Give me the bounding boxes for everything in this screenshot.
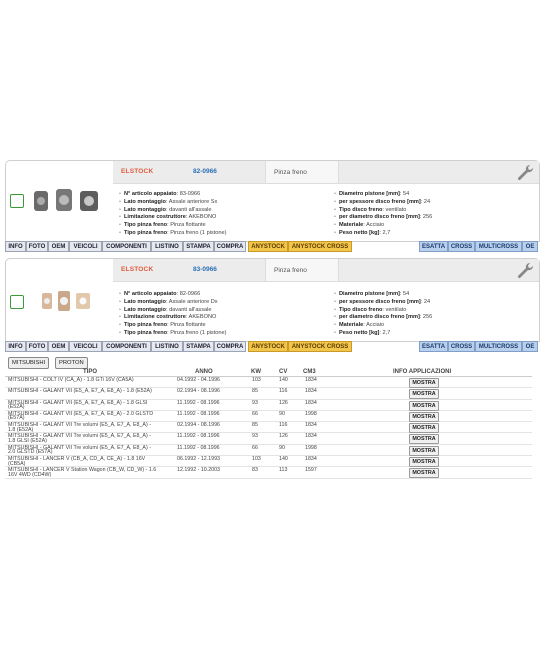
spec-label: Lato montaggio	[124, 206, 166, 213]
spec-value: Pinza freno (1 pistone)	[170, 229, 227, 236]
cell-cm3: 1834	[305, 377, 317, 383]
cell-cv: 116	[279, 422, 288, 429]
description-label: Pinza freno	[274, 169, 307, 176]
spec-label: Limitazione costruttore	[124, 314, 186, 321]
spec-value: davanti all'assale	[169, 306, 212, 313]
cell-cm3: 1998	[305, 410, 317, 417]
tab-foto[interactable]: FOTO	[26, 241, 48, 252]
spec-value: davanti all'assale	[169, 206, 212, 213]
spec-row: • Diametro pistone [mm]: 54	[334, 291, 410, 297]
spec-label: Lato montaggio	[124, 198, 166, 205]
spec-value: 256	[422, 314, 433, 321]
table-row	[5, 433, 532, 444]
cell-kw: 103	[252, 456, 261, 463]
spec-label: Tipo disco freno	[339, 306, 383, 313]
tab-multicross[interactable]: MULTICROSS	[475, 241, 522, 252]
spec-label: Tipo pinza freno	[124, 329, 168, 336]
description-box	[265, 161, 339, 183]
spec-row: • per diametro disco freno [mm]: 256	[334, 314, 433, 321]
tab-componenti[interactable]: COMPONENTI	[102, 241, 151, 252]
tab-stampa[interactable]: STAMPA	[183, 241, 214, 252]
spec-value: 54	[403, 191, 410, 197]
spec-label: N° articolo appaiato	[124, 291, 177, 297]
cell-tipo: MITSUBISHI - GALANT VII (E5_A, E7_A, E8_A) - 1.8 (E52A)	[8, 388, 152, 395]
cell-kw: 83	[252, 467, 258, 474]
tab-anystock-cross[interactable]: ANYSTOCK CROSS	[288, 241, 352, 252]
spec-row: • Tipo pinza freno: Pinza flottante	[119, 322, 206, 329]
col-cv: CV	[279, 369, 288, 375]
tab-foto[interactable]: FOTO	[26, 341, 48, 352]
spec-value: 24	[423, 298, 431, 305]
article-code[interactable]: 83-0966	[193, 266, 217, 273]
cell-tipo: MITSUBISHI - GALANT VII Tre volumi (E5_A, E7_A, E8_A) - 1.8 (E52A)	[8, 422, 151, 433]
cell-anno: 12.1992 - 10.2003	[177, 467, 221, 474]
col-tipo: TIPO	[83, 369, 98, 375]
cell-kw: 66	[252, 444, 258, 451]
cell-cv: 90	[279, 444, 285, 451]
spec-row: • Materiale: Acciaio	[334, 322, 385, 329]
specs-right	[334, 191, 432, 238]
tab-listino[interactable]: LISTINO	[151, 341, 183, 352]
spec-label: Diametro pistone [mm]	[339, 291, 400, 297]
cell-cm3: 1597	[305, 467, 317, 474]
description-box	[265, 259, 339, 281]
cell-cm3: 1834	[305, 422, 317, 429]
spec-value: 82-0966	[179, 291, 201, 297]
product-card-2	[5, 258, 540, 342]
spec-label: Lato montaggio	[124, 306, 166, 313]
table-row	[5, 400, 532, 411]
card-header	[113, 161, 539, 184]
spec-label: per spessore disco freno [mm]	[339, 298, 421, 305]
cell-kw: 66	[252, 410, 258, 417]
tab-veicoli[interactable]: VEICOLI	[69, 341, 102, 352]
spec-row: • per spessore disco freno [mm]: 24	[334, 198, 431, 205]
cell-anno: 02.1994 - 08.1996	[177, 422, 221, 429]
cell-cm3: 1834	[305, 399, 317, 406]
spec-row: • Diametro pistone [mm]: 54	[334, 191, 410, 197]
tab-compra[interactable]: COMPRA	[214, 341, 246, 352]
col-kw: KW	[251, 369, 261, 375]
spec-value: 54	[403, 291, 410, 297]
tab-listino[interactable]: LISTINO	[151, 241, 183, 252]
tab-stampa[interactable]: STAMPA	[183, 341, 214, 352]
spec-value: Acciaio	[366, 222, 385, 229]
cell-kw: 85	[252, 422, 258, 429]
cell-cv: 126	[279, 399, 288, 406]
table-row	[5, 445, 532, 456]
tab-cross[interactable]: CROSS	[448, 341, 475, 352]
spec-row: • Peso netto [kg]: 2,7	[334, 329, 391, 336]
cell-anno: 06.1992 - 12.1993	[177, 456, 221, 463]
cell-tipo: MITSUBISHI - LANCER V (CB_A, CD_A, CE_A) - 1.8 16V (CB5A)	[8, 456, 146, 467]
tab-multicross[interactable]: MULTICROSS	[475, 341, 522, 352]
cell-anno: 04.1992 - 04.1996	[177, 377, 221, 383]
manufacturer-button-proton[interactable]: PROTON	[55, 357, 88, 369]
tab-bar-2	[5, 341, 538, 352]
tab-esatta[interactable]: ESATTA	[419, 341, 448, 352]
col-anno: ANNO	[195, 369, 213, 375]
cell-tipo: MITSUBISHI - LANCER V Station Wagon (CB_W, CD_W) - 1.6 16V 4WD (CD4W)	[8, 467, 157, 478]
spec-row: • Tipo pinza freno: Pinza freno (1 pistone)	[119, 329, 227, 336]
spec-value: ventilato	[385, 306, 407, 313]
spec-row: • Tipo disco freno: ventilato	[334, 306, 407, 313]
cell-cm3: 1834	[305, 456, 317, 463]
cell-cm3: 1998	[305, 444, 317, 451]
spec-value: AKEBONO	[188, 214, 217, 221]
spec-label: per diametro disco freno [mm]	[339, 314, 420, 321]
spec-row: • Materiale: Acciaio	[334, 222, 385, 229]
spec-value: 2,7	[382, 329, 391, 336]
wrench-icon[interactable]	[515, 261, 535, 281]
spec-row: • Peso netto [kg]: 2,7	[334, 229, 391, 236]
manufacturer-button-mitsubishi[interactable]: MITSUBISHI	[8, 357, 49, 369]
table-row	[5, 467, 532, 478]
spec-row: • per spessore disco freno [mm]: 24	[334, 298, 431, 305]
cell-cv: 116	[279, 388, 288, 395]
cell-anno: 02.1994 - 08.1996	[177, 388, 221, 395]
spec-value: Pinza freno (1 pistone)	[170, 329, 227, 336]
spec-value: Assale anteriore Sx	[168, 198, 218, 205]
spec-value: Pinza flottante	[170, 222, 206, 229]
spec-label: per diametro disco freno [mm]	[339, 214, 420, 221]
spec-row: • per diametro disco freno [mm]: 256	[334, 214, 433, 221]
cell-anno: 11.1992 - 08.1996	[177, 433, 220, 440]
select-checkbox[interactable]	[10, 295, 24, 309]
manufacturer-filter	[5, 354, 538, 368]
spec-row: • Lato montaggio: davanti all'assale	[119, 306, 212, 313]
cell-cv: 140	[279, 456, 288, 463]
spec-row: • Tipo disco freno: ventilato	[334, 206, 407, 213]
cell-tipo: MITSUBISHI - GALANT VII (E5_A, E7_A, E8_A) - 1.8 GLSI (E52A)	[8, 399, 148, 411]
tab-oe[interactable]: OE	[522, 241, 538, 252]
spec-row: • Lato montaggio: Assale anteriore Sx	[119, 198, 218, 205]
spec-label: Materiale	[339, 222, 364, 229]
mostra-button[interactable]: MOSTRA	[409, 389, 439, 399]
spec-row: • Lato montaggio: Assale anteriore Dx	[119, 298, 218, 305]
tab-oem[interactable]: OEM	[48, 341, 69, 352]
spec-label: per spessore disco freno [mm]	[339, 198, 421, 205]
article-code[interactable]: 82-0966	[193, 168, 217, 175]
spec-value: Pinza flottante	[170, 322, 206, 329]
cell-anno: 11.1992 - 08.1996	[177, 444, 220, 451]
cell-tipo: MITSUBISHI - GALANT VII Tre volumi (E5_A, E7_A, E8_A) - 2.0 GLSTD (E57A)	[8, 444, 151, 456]
spec-row: • Limitazione costruttore: AKEBONO	[119, 214, 217, 221]
mostra-button[interactable]: MOSTRA	[409, 423, 439, 433]
spec-label: Diametro pistone [mm]	[339, 191, 400, 197]
spec-row: • Tipo pinza freno: Pinza flottante	[119, 222, 206, 229]
spec-value: ventilato	[385, 206, 407, 213]
cell-kw: 93	[252, 433, 258, 440]
brand-label: ELSTOCK	[121, 266, 154, 273]
spec-value: AKEBONO	[188, 314, 217, 321]
specs-left	[119, 291, 226, 338]
col-cm3: CM3	[303, 369, 316, 375]
spec-row: • N° articolo appaiato: 83-0966	[119, 191, 201, 197]
tab-veicoli[interactable]: VEICOLI	[69, 241, 102, 252]
spec-label: Tipo disco freno	[339, 206, 383, 213]
cell-tipo: MITSUBISHI - COLT IV (CA_A) - 1.8 GTi 16V (CA5A)	[8, 377, 134, 383]
table-header	[5, 368, 532, 377]
tab-compra[interactable]: COMPRA	[214, 241, 246, 252]
spec-value: Assale anteriore Dx	[168, 298, 218, 305]
mostra-button[interactable]: MOSTRA	[409, 468, 439, 478]
mostra-button[interactable]: MOSTRA	[409, 412, 439, 422]
spec-label: Peso netto [kg]	[339, 329, 380, 336]
table-row	[5, 456, 532, 467]
tab-info[interactable]: INFO	[5, 241, 26, 252]
tab-oe[interactable]: OE	[522, 341, 538, 352]
tab-anystock-cross[interactable]: ANYSTOCK CROSS	[288, 341, 352, 352]
spec-value: Acciaio	[366, 322, 385, 329]
spec-label: Materiale	[339, 322, 364, 329]
mostra-button[interactable]: MOSTRA	[409, 401, 439, 411]
mostra-button[interactable]: MOSTRA	[409, 457, 439, 467]
tab-anystock[interactable]: ANYSTOCK	[248, 341, 288, 352]
specs-right	[334, 291, 432, 338]
cell-kw: 93	[252, 399, 258, 406]
cell-cv: 90	[279, 410, 285, 417]
tab-esatta[interactable]: ESATTA	[419, 241, 448, 252]
cell-cv: 140	[279, 377, 288, 383]
spec-value: 256	[422, 214, 433, 221]
col-info-applicazioni: INFO APPLICAZIONI	[393, 369, 452, 375]
brake-caliper-image	[28, 185, 108, 217]
product-card-1	[5, 160, 540, 242]
spec-row: • N° articolo appaiato: 82-0966	[119, 291, 201, 297]
cell-cm3: 1834	[305, 388, 317, 395]
spec-label: Tipo pinza freno	[124, 222, 168, 229]
brake-caliper-image	[28, 285, 108, 317]
tab-bar-1	[5, 241, 538, 252]
spec-row: • Tipo pinza freno: Pinza freno (1 pistone)	[119, 229, 227, 236]
spec-row: • Lato montaggio: davanti all'assale	[119, 206, 212, 213]
cell-cv: 126	[279, 433, 288, 440]
cell-cm3: 1834	[305, 433, 317, 440]
cell-tipo: MITSUBISHI - GALANT VII Tre volumi (E5_A, E7_A, E8_A) - 1.8 GLSI (E52A)	[8, 433, 151, 445]
table-row	[5, 377, 532, 388]
tab-anystock[interactable]: ANYSTOCK	[248, 241, 288, 252]
cell-tipo: MITSUBISHI - GALANT VII (E5_A, E7_A, E8_A) - 2.0 GLSTD (E57A)	[8, 410, 154, 422]
description-label: Pinza freno	[274, 267, 307, 274]
tab-info[interactable]: INFO	[5, 341, 26, 352]
mostra-button[interactable]: MOSTRA	[409, 434, 439, 444]
table-row	[5, 411, 532, 422]
select-checkbox[interactable]	[10, 194, 24, 208]
cell-kw: 103	[252, 377, 261, 383]
table-row	[5, 388, 532, 399]
spec-label: Peso netto [kg]	[339, 229, 380, 236]
brand-label: ELSTOCK	[121, 168, 154, 175]
applications-table	[5, 368, 532, 479]
card-header	[113, 259, 539, 282]
spec-label: Tipo pinza freno	[124, 229, 168, 236]
cell-anno: 11.1992 - 08.1996	[177, 410, 220, 417]
mostra-button[interactable]: MOSTRA	[409, 446, 439, 456]
spec-value: 2,7	[382, 229, 391, 236]
cell-kw: 85	[252, 388, 258, 395]
spec-value: 24	[423, 198, 431, 205]
spec-label: Tipo pinza freno	[124, 322, 168, 329]
spec-label: Limitazione costruttore	[124, 214, 186, 221]
cell-cv: 113	[279, 467, 288, 474]
tab-oem[interactable]: OEM	[48, 241, 69, 252]
mostra-button[interactable]: MOSTRA	[409, 378, 439, 388]
specs-left	[119, 191, 226, 238]
tab-cross[interactable]: CROSS	[448, 241, 475, 252]
spec-value: 83-0966	[179, 191, 201, 197]
wrench-icon[interactable]	[515, 163, 535, 183]
table-row	[5, 422, 532, 433]
cell-anno: 11.1992 - 08.1996	[177, 399, 220, 406]
spec-label: N° articolo appaiato	[124, 191, 177, 197]
tab-componenti[interactable]: COMPONENTI	[102, 341, 151, 352]
spec-label: Lato montaggio	[124, 298, 166, 305]
spec-row: • Limitazione costruttore: AKEBONO	[119, 314, 217, 321]
